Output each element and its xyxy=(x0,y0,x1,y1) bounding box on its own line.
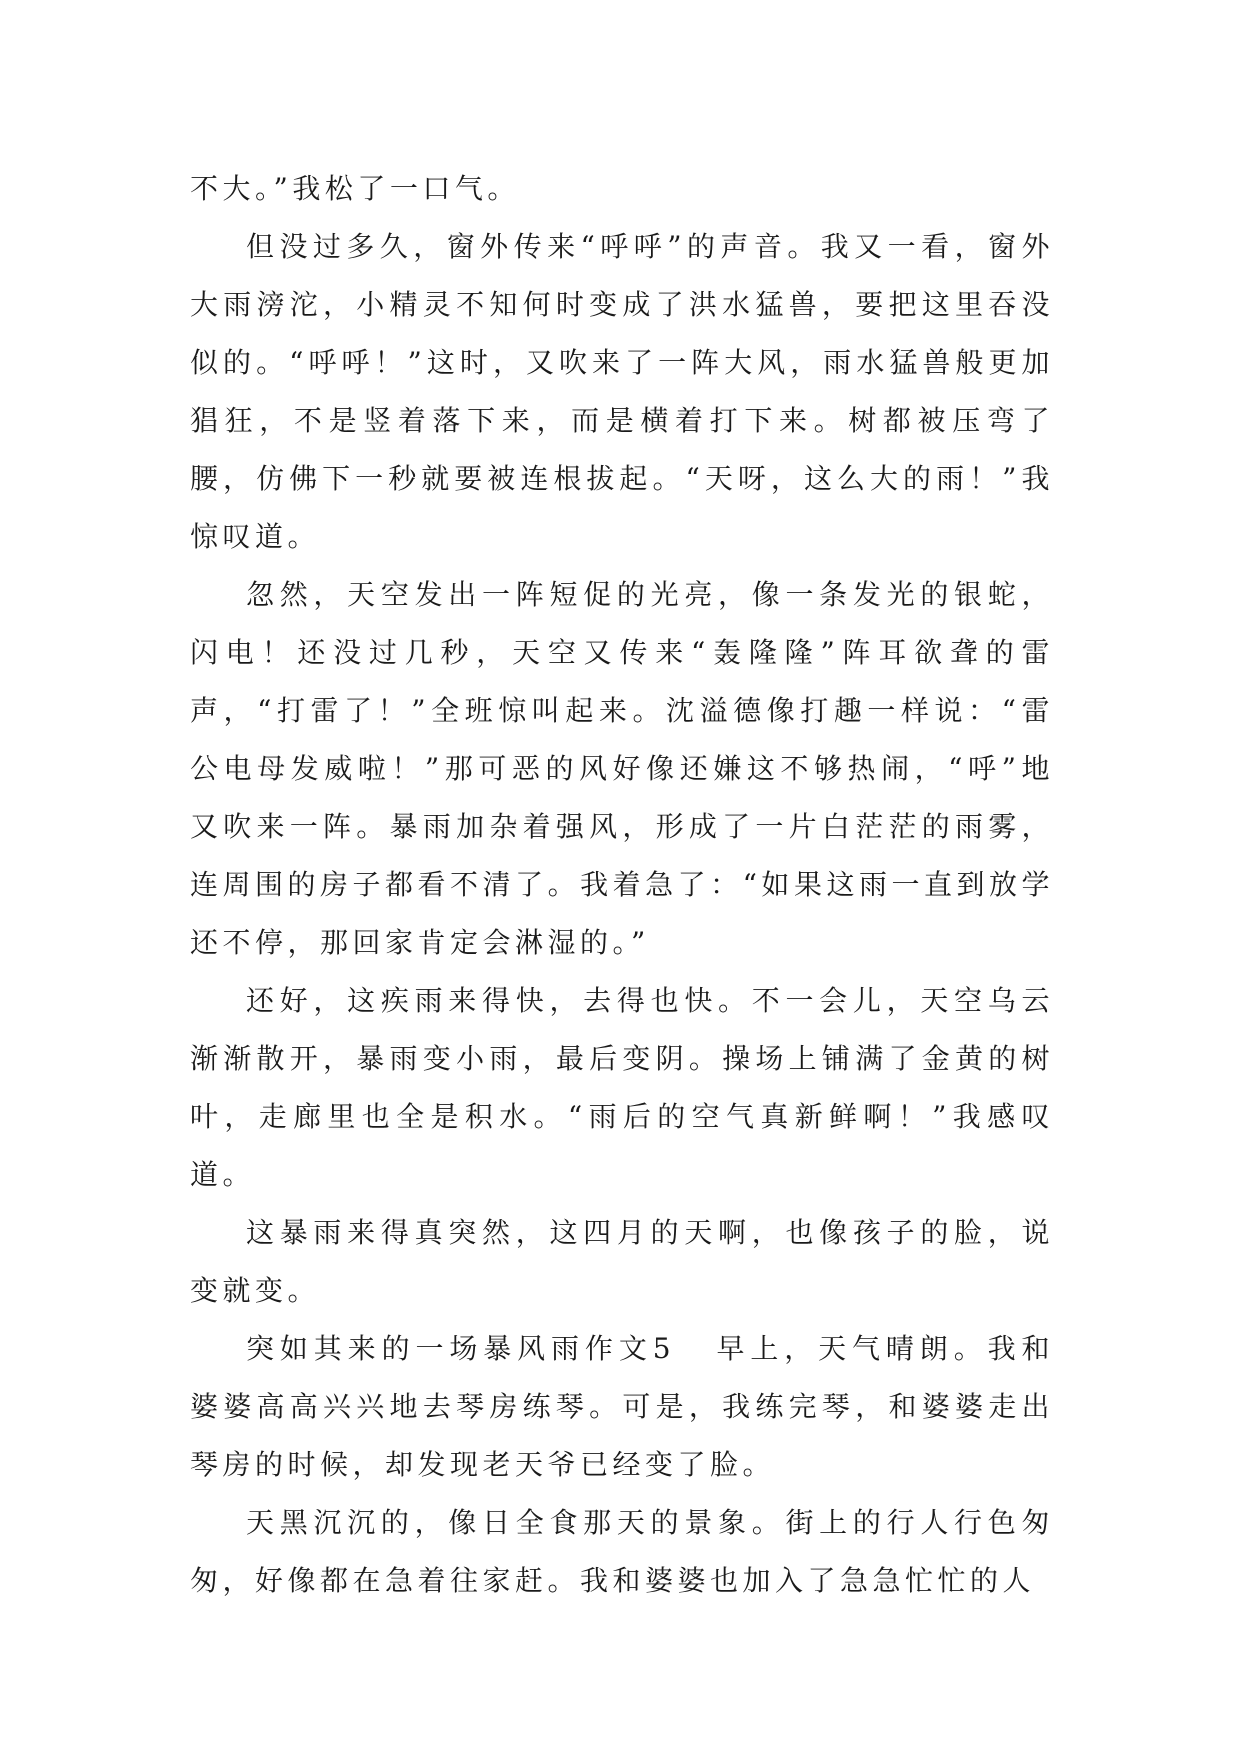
paragraph: 不大。”我松了一口气。 xyxy=(190,172,520,205)
paragraph: 天黑沉沉的，像日全食那天的景象。街上的行人行色匆匆，好像都在急着往家赶。我和婆婆也加入了急急忙忙的人 xyxy=(190,1506,1054,1597)
paragraph-text: 早上，天气晴朗。我和婆婆高高兴兴地去琴房练琴。可是，我练完琴，和婆婆走出琴房的时候，却发现老天爷已经变了脸。 xyxy=(190,1332,1054,1481)
document-body xyxy=(190,160,1054,1610)
paragraph-with-heading xyxy=(190,1320,1054,1494)
paragraph: 忽然，天空发出一阵短促的光亮，像一条发光的银蛇，闪电！还没过几秒，天空又传来“轰隆隆”阵耳欲聋的雷声，“打雷了！”全班惊叫起来。沈溢德像打趣一样说：“雷公电母发威啦！”那可恶的风好像还嫌这不够热闹，“呼”地又吹来一阵。暴雨加杂着强风，形成了一片白茫茫的雨雾，连周围的房子都看不清了。我着急了：“如果这雨一直到放学还不停，那回家肯定会淋湿的。” xyxy=(190,578,1054,959)
paragraph: 还好，这疾雨来得快，去得也快。不一会儿，天空乌云渐渐散开，暴雨变小雨，最后变阴。操场上铺满了金黄的树叶，走廊里也全是积水。“雨后的空气真新鲜啊！”我感叹道。 xyxy=(190,984,1054,1191)
paragraph: 但没过多久，窗外传来“呼呼”的声音。我又一看，窗外大雨滂沱，小精灵不知何时变成了洪水猛兽，要把这里吞没似的。“呼呼！”这时，又吹来了一阵大风，雨水猛兽般更加猖狂，不是竖着落下来，而是横着打下来。树都被压弯了腰，仿佛下一秒就要被连根拔起。“天呀，这么大的雨！”我惊叹道。 xyxy=(190,230,1054,553)
essay-heading: 突如其来的一场暴风雨作文5 xyxy=(246,1332,676,1365)
paragraph: 这暴雨来得真突然，这四月的天啊，也像孩子的脸，说变就变。 xyxy=(190,1216,1054,1307)
